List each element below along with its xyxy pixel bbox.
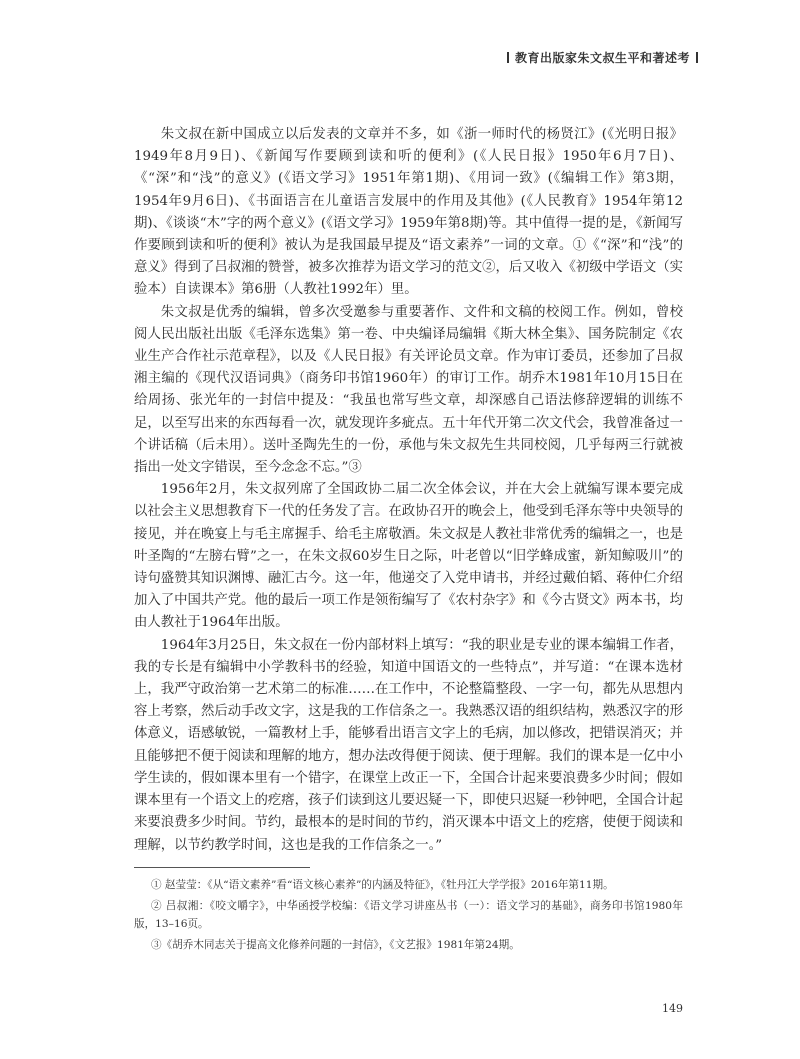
footnote-2: ② 吕叔湘：《咬文嚼字》，中华函授学校编：《语文学习讲座丛书（一）：语文学习的基础》，商务印书馆1980年版，13–16页。: [134, 900, 683, 930]
header-bar-right: [696, 52, 698, 63]
footnote-1: ① 赵莹莹：《从“语文素养”看“语文核心素养”的内涵及特征》，《牡丹江大学学报》2016年第11期。: [150, 879, 614, 891]
header-bar-left: [507, 52, 509, 63]
paragraph-2: 朱文叔是优秀的编辑，曾多次受邀参与重要著作、文件和文稿的校阅工作。例如，曾校阅人民出版社出版《毛泽东选集》第一卷、中央编译局编辑《斯大林全集》、国务院制定《农业生产合作社示范章程》，以及《人民日报》有关评论员文章。作为审订委员，还参加了吕叔湘主编的《现代汉语词典》（商务印书馆1960年）的审订工作。胡乔木1981年10月15日在给周扬、张光年的一封信中提及：“我虽也常写些文章，却深感自己语法修辞逻辑的训练不足，以至写出来的东西每看一次，就发现许多疵点。五十年代开第二次文代会，我曾准备过一个讲话稿（后未用）。送叶圣陶先生的一份，承他与朱文叔先生共同校阅，几乎每两三行就被指出一处文字错误，至今念念不忘。”③: [134, 304, 684, 476]
paragraph-4: 1964年3月25日，朱文叔在一份内部材料上填写：“我的职业是专业的课本编辑工作者，我的专长是有编辑中小学教科书的经验，知道中国语文的一些特点”，并写道：“在课本选材上，我严守政治第一艺术第二的标准……在工作中，不论整篇整段、一字一句，都先从思想内容上考察，然后动手改文字，这是我的工作信条之一。我熟悉汉语的组织结构，熟悉汉字的形体意义，语感敏锐，一篇教材上手，能够看出语言文字上的毛病，加以修改，把错误消灭；并且能够把不便于阅读和理解的地方，想办法改得便于阅读、便于理解。我们的课本是一亿中小学生读的，假如课本里有一个错字，在课堂上改正一下，全国合计起来要浪费多少时间；假如课本里有一个语文上的疙瘩，孩子们读到这儿要迟疑一下，即使只迟疑一秒钟吧，全国合计起来要浪费多少时间。节约，最根本的是时间的节约，消灭课本中语文上的疙瘩，使便于阅读和理解，以节约教学时间，这也是我的工作信条之一。”: [134, 637, 684, 853]
running-title: 教育出版家朱文叔生平和著述考: [514, 51, 690, 65]
page-number: 149: [662, 1002, 683, 1015]
body-text: [134, 124, 683, 857]
footnote-3: ③《胡乔木同志关于提高文化修养问题的一封信》，《文艺报》1981年第24期。: [150, 939, 520, 951]
paragraph-1: 朱文叔在新中国成立以后发表的文章并不多，如《浙一师时代的杨贤江》(《光明日报》1949年8月9日)、《新闻写作要顾到读和听的便利》(《人民日报》1950年6月7日)、《“深”和“浅”的意义》(《语文学习》1951年第1期)、《用词一致》(《编辑工作》第3期，1954年9月6日)、《书面语言在儿童语言发展中的作用及其他》(《人民教育》1954年第12期)、《谈谈“木”字的两个意义》(《语文学习》1959年第8期)等。其中值得一提的是，《新闻写作要顾到读和听的便利》被认为是我国最早提及“语文素养”一词的文章。①《“深”和“浅”的意义》得到了吕叔湘的赞誉，被多次推荐为语文学习的范文②，后又收入《初级中学语文（实验本）自读课本》第6册（人教社1992年）里。: [134, 127, 684, 298]
running-header: [501, 49, 704, 66]
footnote-divider: [134, 867, 310, 868]
paragraph-3: 1956年2月，朱文叔列席了全国政协二届二次全体会议，并在大会上就编写课本要完成以社会主义思想教育下一代的任务发了言。在政协召开的晚会上，他受到毛泽东等中央领导的接见，并在晚宴上与毛主席握手、给毛主席敬酒。朱文叔是人教社非常优秀的编辑之一，也是叶圣陶的“左膀右臂”之一，在朱文叔60岁生日之际，叶老曾以“旧学蜂成蜜，新知鲸吸川”的诗句盛赞其知识渊博、融汇古今。这一年，他递交了入党申请书，并经过戴伯韬、蒋仲仁介绍加入了中国共产党。他的最后一项工作是领衔编写了《农村杂字》和《今古贤文》两本书，均由人教社于1964年出版。: [134, 482, 684, 631]
footnotes: [134, 876, 683, 957]
